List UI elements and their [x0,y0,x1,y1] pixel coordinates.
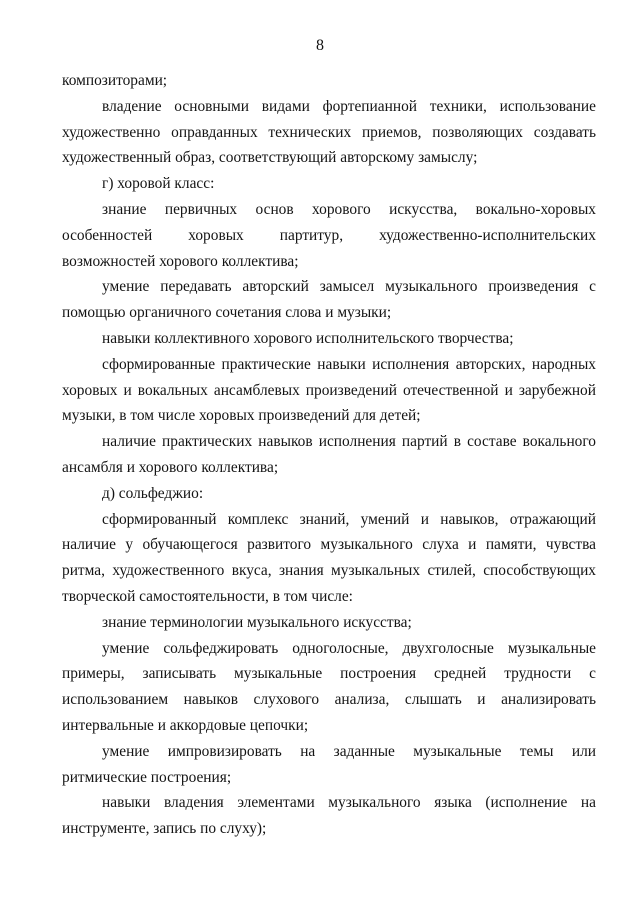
paragraph-choral-knowledge: знание первичных основ хорового искусства, вокально-хоровых особенностей хоровых партитур, художественно-исполнительских возможностей хорового коллектива; [62,200,596,270]
page-number: 8 [316,37,324,54]
document-body [62,68,596,842]
paragraph-collective-skills: навыки коллективного хорового исполнительского творчества; [102,329,514,347]
paragraph-improvisation: умение импровизировать на заданные музыкальные темы или ритмические построения; [62,742,596,786]
paragraph-ensemble-parts: наличие практических навыков исполнения партий в составе вокального ансамбля и хорового коллектива; [62,433,596,476]
paragraph-piano-technique: владение основными видами фортепианной техники, использование художественно оправданных технических приемов, позволяющих создавать художественный образ, соответствующий авторскому замыслу; [62,97,596,167]
paragraph-knowledge-complex: сформированный комплекс знаний, умений и навыков, отражающий наличие у обучающегося развитого музыкального слуха и памяти, чувства ритма, художественного вкуса, знания музыкальных стилей, способствующих творческой самостоятельности, в том числе: [62,510,596,605]
section-heading-solfeggio: д) сольфеджио: [102,484,204,502]
paragraph-author-intent: умение передавать авторский замысел музыкального произведения с помощью органичного сочетания слова и музыки; [62,278,596,322]
paragraph-terminology: знание терминологии музыкального искусства; [102,613,412,631]
paragraph-practical-skills: сформированные практические навыки исполнения авторских, народных хоровых и вокальных ансамблевых произведений отечественной и зарубежной музыки, в том числе хоровых произведений для детей; [62,355,596,425]
paragraph-musical-language: навыки владения элементами музыкального языка (исполнение на инструменте, запись по слуху); [62,794,596,838]
paragraph-continuation: композиторами; [62,72,168,89]
section-heading-choir-class: г) хоровой класс: [102,175,215,193]
paragraph-solfeggio-skills: умение сольфеджировать одноголосные, двухголосные музыкальные примеры, записывать музыкальные построения средней трудности с использованием навыков слухового анализа, слышать и анализировать интервальные и аккордовые цепочки; [62,639,596,734]
